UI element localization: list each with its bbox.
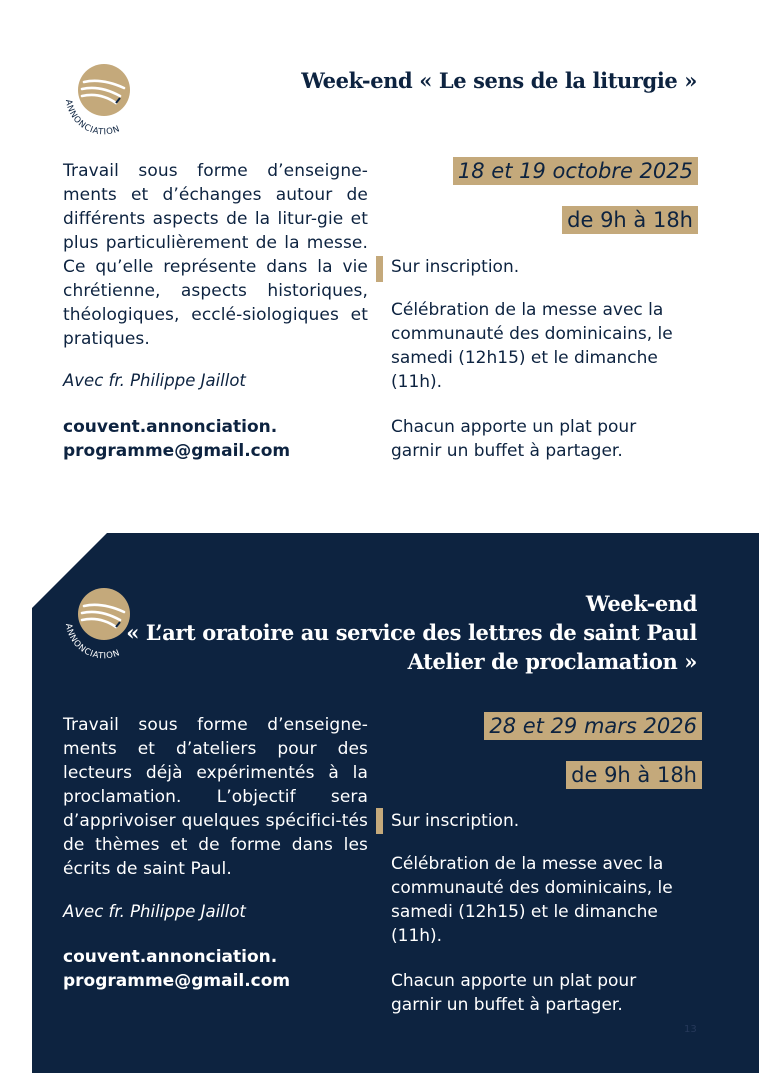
page-number: 13 <box>684 1024 697 1035</box>
event-2-buffet: Chacun apporte un plat pour garnir un buffet à partager. <box>391 971 637 1015</box>
event-1-author: Avec fr. Philippe Jaillot <box>63 371 246 390</box>
event-2-registration: Sur inscription. <box>391 811 520 831</box>
event-1-title: Week-end « Le sens de la liturgie » <box>301 68 697 93</box>
event-1-description: Travail sous forme d’enseigne-ments et d’échanges autour de différents aspects de la litur-gie et plus particulièrement de la messe. Ce qu’elle représente dans la vie chrétienne, aspects historiques, théologiques, ecclé-siologiques et pratiques. <box>63 161 368 349</box>
event-2-description: Travail sous forme d’enseigne-ments et d’ateliers pour des lecteurs déjà expérimentés à la proclamation. L’objectif sera d’apprivoiser quelques spécifici-tés de thèmes et de forme dans les écrits de saint Paul. <box>63 715 368 879</box>
event-1-registration: Sur inscription. <box>391 257 520 277</box>
event-1-date: 18 et 19 octobre 2025 <box>453 157 698 185</box>
event-2-title: Week-end « L’art oratoire au service des lettres de saint Paul Atelier de proclamation » <box>126 591 697 674</box>
event-1-hours: de 9h à 18h <box>562 206 698 234</box>
event-2-email[interactable]: couvent.annonciation. programme@gmail.com <box>63 947 291 991</box>
event-1-buffet: Chacun apporte un plat pour garnir un buffet à partager. <box>391 417 637 461</box>
logo-text: ANNONCIATION <box>62 98 122 138</box>
event-2-author: Avec fr. Philippe Jaillot <box>63 902 246 921</box>
event-2-date: 28 et 29 mars 2026 <box>484 712 702 740</box>
logo-text-2: ANNONCIATION <box>62 622 122 662</box>
event-1-email[interactable]: couvent.annonciation. programme@gmail.com <box>63 417 291 461</box>
event-2-mass: Célébration de la messe avec la communauté des dominicains, le samedi (12h15) et le dimanche (11h). <box>391 854 673 946</box>
event-2-accent-bar <box>376 808 383 834</box>
event-1-mass: Célébration de la messe avec la communauté des dominicains, le samedi (12h15) et le dimanche (11h). <box>391 300 673 392</box>
event-2-hours: de 9h à 18h <box>566 761 702 789</box>
